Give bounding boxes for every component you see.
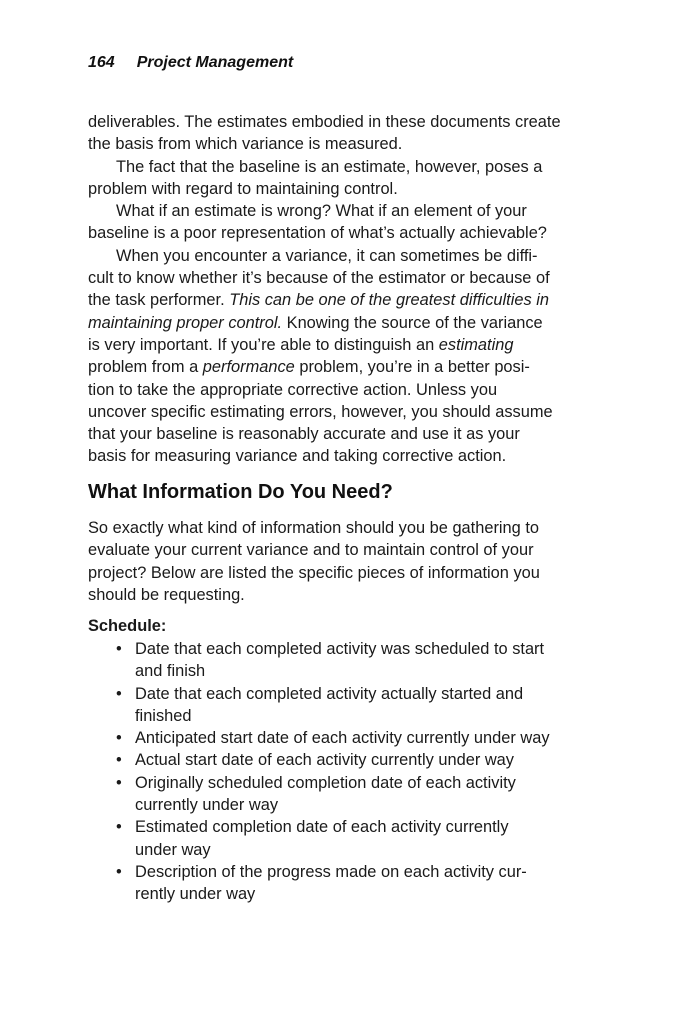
text-line: currently under way [135,796,279,815]
text-line [88,334,598,356]
bullet-icon: • [116,751,122,770]
bullet-icon: • [116,862,122,881]
text-run: is very important. If you’re able to distinguish an [88,335,439,354]
bullet-icon: • [116,640,122,658]
text-run: the task performer. [88,291,230,310]
text-line: Anticipated start date of each activity currently under way [135,729,550,748]
text-line: When you encounter a variance, it can sometimes be diffi- [116,246,538,265]
bullet-icon: • [116,773,122,792]
text-line [88,356,598,378]
list-item [88,727,608,749]
text-line: deliverables. The estimates embodied in these documents create [88,113,561,131]
text-line [88,312,598,334]
body-text [88,111,598,468]
text-line: uncover specific estimating errors, however, you should assume [88,402,553,421]
text-line: Description of the progress made on each activity cur- [135,862,527,881]
running-title: Project Management [136,54,294,71]
text-line: Date that each completed activity actually started and [135,684,524,703]
text-line: Originally scheduled completion date of each activity [135,773,516,792]
text-line: baseline is a poor representation of what’s actually achievable? [88,224,547,243]
bullet-icon: • [116,729,122,748]
text-line: finished [135,706,192,725]
paragraph [88,156,598,201]
text-line: What if an estimate is wrong? What if an element of your [116,202,527,221]
text-line: rently under way [135,885,256,904]
section-intro [88,517,598,606]
emphasis: maintaining proper control. [88,313,283,332]
emphasis: This can be one of the greatest difficulties in [229,291,550,310]
list-item [88,772,608,817]
text-line: should be requesting. [88,585,245,604]
bullet-icon: • [116,684,122,703]
list-item [88,749,608,771]
text-line: evaluate your current variance and to maintain control of your [88,541,534,560]
text-line [88,289,598,311]
text-line: and finish [135,662,206,681]
text-line: So exactly what kind of information should you be gathering to [88,519,540,537]
text-run: problem from a [88,358,203,377]
list-item [88,861,608,906]
text-line: basis for measuring variance and taking corrective action. [88,447,507,466]
page-number: 164 [88,54,115,71]
emphasis: estimating [438,335,514,354]
paragraph [88,200,598,245]
schedule-heading: Schedule: [88,617,167,635]
text-run: Knowing the source of the variance [282,313,543,332]
text-line: The fact that the baseline is an estimate, however, poses a [116,157,543,176]
text-line: Actual start date of each activity currently under way [135,751,514,770]
text-line: the basis from which variance is measured. [88,135,403,154]
emphasis: performance [202,358,295,377]
list-item [88,816,608,861]
text-line: Estimated completion date of each activity currently [135,818,509,837]
running-head [88,54,293,72]
text-line: under way [135,840,211,859]
paragraph [88,111,598,156]
text-line: tion to take the appropriate corrective action. Unless you [88,380,498,399]
list-item [88,638,608,683]
schedule-list [88,638,608,906]
bullet-icon: • [116,818,122,837]
text-line: Date that each completed activity was scheduled to start [135,640,545,658]
text-line: cult to know whether it’s because of the estimator or because of [88,269,550,288]
text-run: problem, you’re in a better posi- [294,358,530,377]
text-line: that your baseline is reasonably accurate and use it as your [88,425,520,444]
paragraph [88,245,598,468]
text-line: problem with regard to maintaining control. [88,179,398,198]
section-heading: What Information Do You Need? [88,481,393,503]
list-item [88,683,608,728]
text-line: project? Below are listed the specific pieces of information you [88,563,540,582]
